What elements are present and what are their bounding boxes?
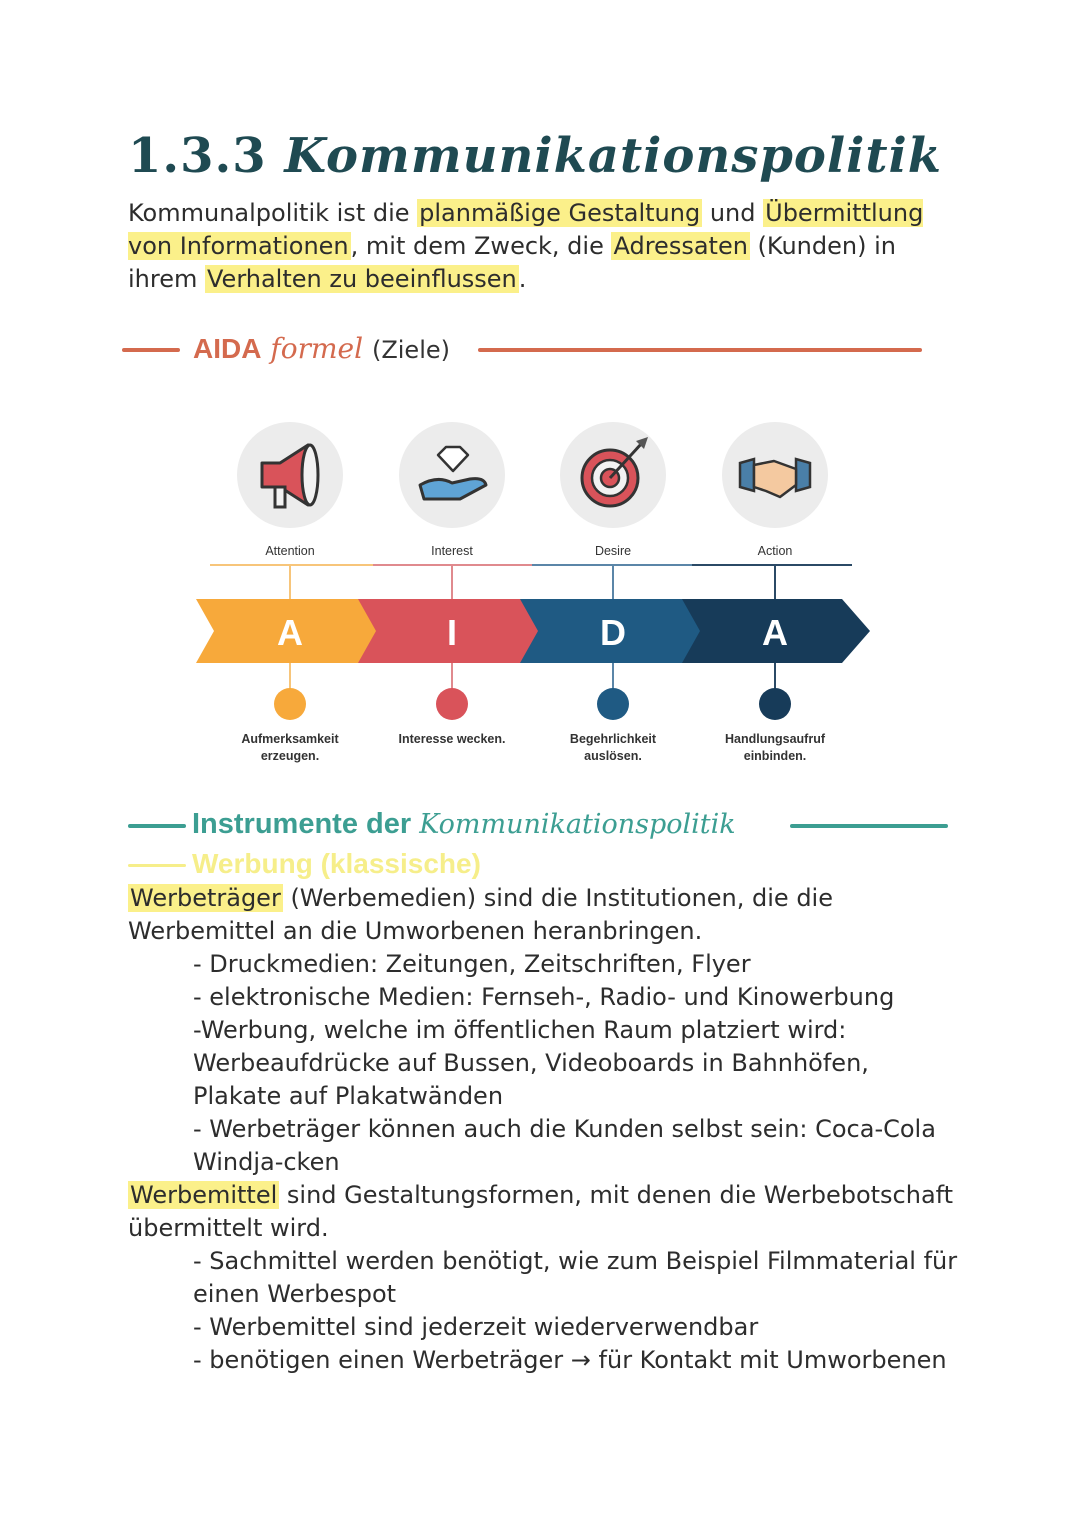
instruments-heading: [192, 808, 736, 841]
step-desc2-attention: erzeugen.: [260, 749, 320, 763]
step-label-interest: Interest: [431, 544, 473, 558]
werbetraeger-text: (Werbemedien) sind die Institutionen, die die Werbemittel an die Umworbenen heranbringen.: [128, 884, 833, 945]
aida-heading-bold: AIDA: [193, 333, 262, 364]
handshake-icon: [740, 459, 810, 497]
step-desc2-desire: auslösen.: [584, 749, 642, 763]
step-desc1-interest: Interesse wecken.: [398, 732, 506, 746]
list-item: - Druckmedien: Zeitungen, Zeitschriften, Flyer: [193, 950, 751, 978]
highlighted-phrase: Übermittlung von Informationen: [128, 199, 924, 260]
step-dot-desire: [597, 688, 629, 720]
step-icon-desire: [560, 422, 666, 528]
aida-heading-script: formel: [270, 332, 364, 365]
werbetraeger-definition: [128, 882, 958, 948]
instruments-heading-script: Kommunikationspolitik: [419, 809, 736, 840]
aida-heading: [193, 332, 450, 365]
step-letter-desire: D: [600, 612, 626, 653]
werbetraeger-block: [128, 882, 958, 1377]
step-icon-attention: [237, 422, 343, 528]
step-desc1-action: Handlungsaufruf: [725, 732, 825, 746]
text-segment: Kommunalpolitik ist die: [128, 199, 418, 227]
text-segment: (Kunden) in ihrem: [128, 232, 896, 293]
highlighted-phrase: planmäßige Gestaltung: [419, 199, 701, 227]
step-letter-action: A: [762, 612, 788, 653]
aida-divider-left: [122, 348, 180, 352]
list-item: - Werbeträger können auch die Kunden selbst sein: Coca-Cola Windja-cken: [193, 1115, 936, 1176]
step-label-attention: Attention: [265, 544, 315, 558]
step-dot-action: [759, 688, 791, 720]
list-item: - benötigen einen Werbeträger → für Kontakt mit Umworbenen: [193, 1346, 947, 1374]
step-icon-interest: [399, 422, 505, 528]
text-segment: .: [518, 265, 527, 293]
step-desc1-attention: Aufmerksamkeit: [241, 732, 339, 746]
werbemittel-term: Werbemittel: [130, 1181, 278, 1209]
step-letter-attention: A: [277, 612, 303, 653]
instruments-heading-bold: Instrumente der: [192, 808, 412, 840]
werbemittel-text: sind Gestaltungsformen, mit denen die Werbebotschaft übermittelt wird.: [128, 1181, 954, 1242]
text-segment: und: [702, 199, 764, 227]
intro-paragraph: [128, 197, 948, 296]
list-item: - elektronische Medien: Fernseh-, Radio- und Kinowerbung: [193, 983, 895, 1011]
instruments-divider-left: [128, 824, 186, 828]
aida-diagram: [180, 415, 880, 775]
werbemittel-definition: [128, 1179, 958, 1245]
list-item: - Werbemittel sind jederzeit wiederverwendbar: [193, 1313, 759, 1341]
title-word: Kommunikationspolitik: [284, 128, 943, 184]
step-icon-action: [722, 422, 828, 528]
werbung-heading: Werbung (klassische): [192, 848, 481, 879]
page-title: [128, 128, 942, 184]
instruments-divider-right: [790, 824, 948, 828]
werbetraeger-term: Werbeträger: [130, 884, 281, 912]
step-desc1-desire: Begehrlichkeit: [569, 732, 657, 746]
werbung-divider-left: [128, 864, 186, 867]
step-label-action: Action: [757, 544, 793, 558]
list-item: - Sachmittel werden benötigt, wie zum Beispiel Filmmaterial für einen Werbespot: [193, 1247, 958, 1308]
aida-divider-right: [478, 348, 922, 352]
text-segment: , mit dem Zweck, die: [350, 232, 612, 260]
step-dot-attention: [274, 688, 306, 720]
highlighted-phrase: Adressaten: [613, 232, 748, 260]
aida-heading-note: (Ziele): [371, 336, 450, 364]
step-desc2-action: einbinden.: [743, 749, 807, 763]
highlighted-phrase: Verhalten zu beeinflussen: [207, 265, 517, 293]
list-item: -Werbung, welche im öffentlichen Raum platziert wird: Werbeaufdrücke auf Bussen, Videoboards in Bahnhöfen, Plakate auf Plakatwänden: [193, 1016, 869, 1110]
step-letter-interest: I: [446, 612, 458, 653]
title-number: 1.3.3: [128, 128, 267, 184]
step-label-desire: Desire: [594, 544, 632, 558]
step-dot-interest: [436, 688, 468, 720]
